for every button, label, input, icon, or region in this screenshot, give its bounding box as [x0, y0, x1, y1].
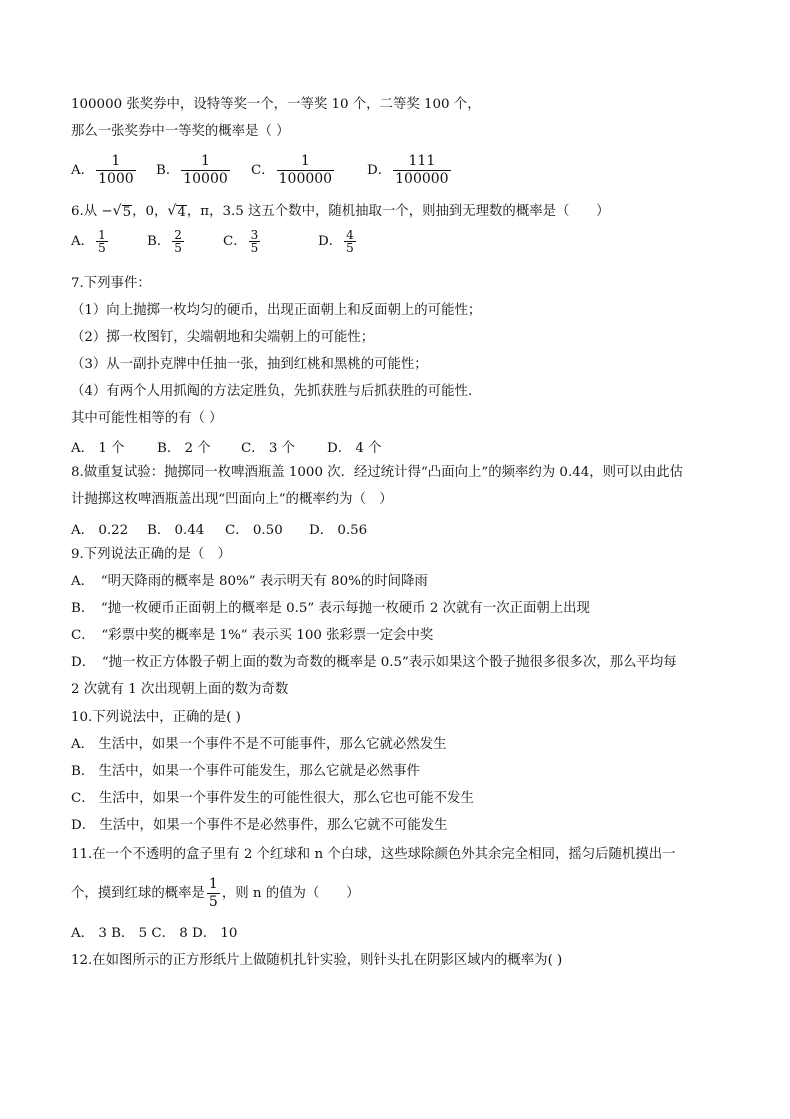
q7-item-3: （3）从一副扑克牌中任抽一张，抽到红桃和黑桃的可能性； [71, 357, 428, 372]
fraction: $\frac{1}{100000}$ [278, 153, 333, 187]
q11-line-2: 个，摸到红球的概率是 $\frac{1}{5}$ ，则 n 的值为（ ） [71, 876, 360, 910]
q9-option-c: C． “彩票中奖的概率是 1%” 表示买 100 张彩票一定会中奖 [71, 628, 434, 643]
q9-option-d-cont: 2 次就有 1 次出现朝上面的数为奇数 [71, 682, 289, 697]
intro-line-1: 100000 张奖券中，设特等奖一个，一等奖 10 个，二等奖 100 个， [71, 97, 481, 112]
q5-option-b: B． $\frac{1}{10000}$ [156, 153, 228, 187]
sqrt-symbol: √ 5 [112, 203, 132, 220]
q6-option-b: B． $\frac{2}{5}$ [147, 228, 182, 255]
q11-options: A． 3 B． 5 C． 8 D． 10 [71, 926, 238, 941]
q8-line-1: 8.做重复试验：抛掷同一枚啤酒瓶盖 1000 次．经过统计得“凸面向上”的频率约为 0.44，则可以由此估 [71, 465, 683, 480]
q7-option-c: C． 3 个 [241, 441, 296, 456]
q5-option-a: A． $\frac{1}{1000}$ [71, 153, 134, 187]
q9-option-d: D． “抛一枚正方体骰子朝上面的数为奇数的概率是 0.5”表示如果这个骰子抛很多很多次，那么平均每 [71, 655, 677, 670]
q10-option-c: C． 生活中，如果一个事件发生的可能性很大，那么它也可能不发生 [71, 791, 474, 806]
q7-question: 其中可能性相等的有（ ） [71, 411, 223, 426]
q8-option-c: C． 0.50 [225, 523, 283, 538]
q7-option-a: A． 1 个 [71, 441, 125, 456]
q10-option-a: A． 生活中，如果一个事件不是不可能事件，那么它就必然发生 [71, 737, 447, 752]
q6-option-d: D． $\frac{4}{5}$ [318, 228, 354, 255]
q8-option-b: B． 0.44 [147, 523, 205, 538]
q7-item-2: （2）掷一枚图钉，尖端朝地和尖端朝上的可能性； [71, 330, 375, 345]
q8-option-d: D． 0.56 [309, 523, 368, 538]
q9-option-b: B． “抛一枚硬币正面朝上的概率是 0.5” 表示每抛一枚硬币 2 次就有一次正面朝上出现 [71, 601, 590, 616]
fraction: $\frac{1}{5}$ [98, 228, 106, 255]
q7-option-b: B． 2 个 [157, 441, 211, 456]
q7-stem: 7.下列事件： [71, 276, 151, 291]
q6-stem: 6.从 − √ 5 ，0， √ 4 ，π，3.5 这五个数中，随机抽取一个，则抽到无理数的概率是（ ） [71, 203, 610, 220]
q11-line-1: 11.在一个不透明的盒子里有 2 个红球和 n 个白球，这些球除颜色外其余完全相同，摇匀后随机摸出一 [71, 847, 676, 862]
sqrt-symbol: √ 4 [167, 203, 186, 220]
q10-option-b: B． 生活中，如果一个事件可能发生，那么它就是必然事件 [71, 764, 420, 779]
q10-option-d: D． 生活中，如果一个事件不是必然事件，那么它就不可能发生 [71, 818, 448, 833]
q6-option-c: C． $\frac{3}{5}$ [223, 228, 259, 255]
q7-item-1: （1）向上抛掷一枚均匀的硬币，出现正面朝上和反面朝上的可能性； [71, 303, 482, 318]
fraction: $\frac{4}{5}$ [346, 228, 354, 255]
q12-line-1: 12.在如图所示的正方形纸片上做随机扎针实验，则针头扎在阴影区域内的概率为( ) [71, 953, 563, 968]
intro-line-2: 那么一张奖券中一等奖的概率是（ ） [71, 124, 290, 139]
q9-stem: 9.下列说法正确的是（ ） [71, 547, 232, 562]
q8-option-a: A． 0.22 [71, 523, 129, 538]
q6-option-a: A． $\frac{1}{5}$ [71, 228, 106, 255]
fraction: $\frac{1}{1000}$ [98, 153, 134, 187]
fraction: $\frac{3}{5}$ [250, 228, 259, 255]
q9-option-a: A． “明天降雨的概率是 80%” 表示明天有 80%的时间降雨 [71, 574, 428, 589]
q8-line-2: 计抛掷这枚啤酒瓶盖出现“凹面向上”的概率约为（ ） [71, 492, 393, 507]
fraction: $\frac{2}{5}$ [174, 228, 182, 255]
q7-item-4: （4）有两个人用抓阄的方法定胜负，先抓获胜与后抓获胜的可能性. [71, 384, 473, 399]
fraction: $\frac{111}{100000}$ [395, 153, 449, 187]
q7-option-d: D． 4 个 [327, 441, 382, 456]
fraction: $\frac{1}{10000}$ [183, 153, 228, 187]
q5-option-d: D． $\frac{111}{100000}$ [367, 153, 449, 187]
q5-option-c: C． $\frac{1}{100000}$ [251, 153, 333, 187]
fraction: $\frac{1}{5}$ [208, 876, 218, 910]
q10-stem: 10.下列说法中，正确的是( ) [71, 710, 241, 725]
